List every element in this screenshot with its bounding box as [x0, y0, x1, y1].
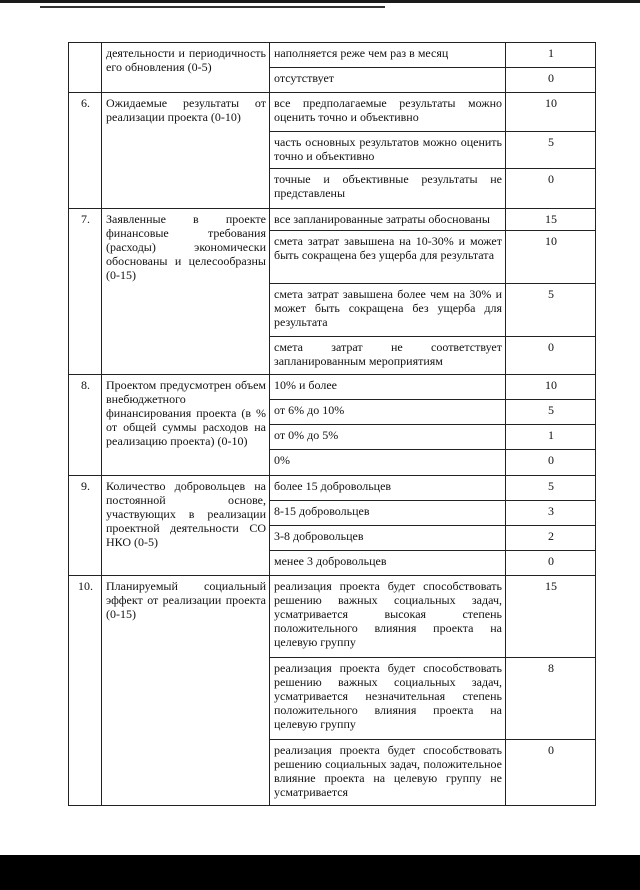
- option-score: 10: [506, 375, 596, 400]
- table-row: [69, 43, 596, 68]
- option-score: 0: [506, 450, 596, 476]
- option-score: 0: [506, 740, 596, 806]
- option-score: 5: [506, 284, 596, 337]
- option-score: 5: [506, 132, 596, 169]
- option-score: 5: [506, 476, 596, 501]
- option-score: 0: [506, 337, 596, 375]
- option-score: 1: [506, 425, 596, 450]
- option-description: от 0% до 5%: [270, 425, 506, 450]
- option-description: 8-15 добровольцев: [270, 501, 506, 526]
- option-score: 5: [506, 400, 596, 425]
- option-score: 0: [506, 68, 596, 93]
- option-score: 0: [506, 551, 596, 576]
- option-score: 2: [506, 526, 596, 551]
- criterion-name: Планируемый социальный эффект от реализации проекта (0-15): [102, 576, 270, 806]
- option-score: 1: [506, 43, 596, 68]
- table-row: [69, 93, 596, 132]
- option-score: 10: [506, 231, 596, 284]
- option-score: 0: [506, 169, 596, 209]
- option-score: 15: [506, 209, 596, 231]
- option-description: 3-8 добровольцев: [270, 526, 506, 551]
- option-description: реализация проекта будет способствовать решению социальных задач, положительное влияние проекта на целевую группу не усматривается: [270, 740, 506, 806]
- option-description: 10% и более: [270, 375, 506, 400]
- criterion-name: деятельности и периодичность его обновления (0-5): [102, 43, 270, 93]
- table-row: [69, 209, 596, 231]
- row-number: 10.: [69, 576, 102, 806]
- criterion-name: Количество добровольцев на постоянной основе, участвующих в реализации проектной деятельности СО НКО (0-5): [102, 476, 270, 576]
- option-description: 0%: [270, 450, 506, 476]
- option-description: смета затрат завышена на 10-30% и может быть сокращена без ущерба для результата: [270, 231, 506, 284]
- criterion-name: Ожидаемые результаты от реализации проекта (0-10): [102, 93, 270, 209]
- option-description: более 15 добровольцев: [270, 476, 506, 501]
- scan-top-line: [40, 6, 385, 8]
- row-number: 7.: [69, 209, 102, 375]
- option-score: 8: [506, 658, 596, 740]
- evaluation-criteria-table: [68, 42, 596, 806]
- row-number: 8.: [69, 375, 102, 476]
- scan-top-edge: [0, 0, 640, 3]
- option-description: часть основных результатов можно оценить точно и объективно: [270, 132, 506, 169]
- option-description: менее 3 добровольцев: [270, 551, 506, 576]
- row-number: 9.: [69, 476, 102, 576]
- table-row: [69, 576, 596, 658]
- row-number: 6.: [69, 93, 102, 209]
- scan-bottom-bar: [0, 855, 640, 890]
- option-description: смета затрат завышена более чем на 30% и может быть сокращена без ущерба для результата: [270, 284, 506, 337]
- option-score: 10: [506, 93, 596, 132]
- option-description: реализация проекта будет способствовать решению важных социальных задач, усматривается незначительная степень положительного влияния проекта на целевую группу: [270, 658, 506, 740]
- option-description: все предполагаемые результаты можно оценить точно и объективно: [270, 93, 506, 132]
- option-description: реализация проекта будет способствовать решению важных социальных задач, усматривается высокая степень положительного влияния проекта на целевую группу: [270, 576, 506, 658]
- criterion-name: Заявленные в проекте финансовые требования (расходы) экономически обоснованы и целесообразны (0-15): [102, 209, 270, 375]
- option-description: точные и объективные результаты не представлены: [270, 169, 506, 209]
- option-score: 3: [506, 501, 596, 526]
- criterion-name: Проектом предусмотрен объем внебюджетного финансирования проекта (в % от общей суммы расходов на реализацию проекта) (0-10): [102, 375, 270, 476]
- option-description: от 6% до 10%: [270, 400, 506, 425]
- option-score: 15: [506, 576, 596, 658]
- row-number: [69, 43, 102, 93]
- table-row: [69, 375, 596, 400]
- option-description: все запланированные затраты обоснованы: [270, 209, 506, 231]
- option-description: наполняется реже чем раз в месяц: [270, 43, 506, 68]
- table-row: [69, 476, 596, 501]
- option-description: отсутствует: [270, 68, 506, 93]
- option-description: смета затрат не соответствует запланированным мероприятиям: [270, 337, 506, 375]
